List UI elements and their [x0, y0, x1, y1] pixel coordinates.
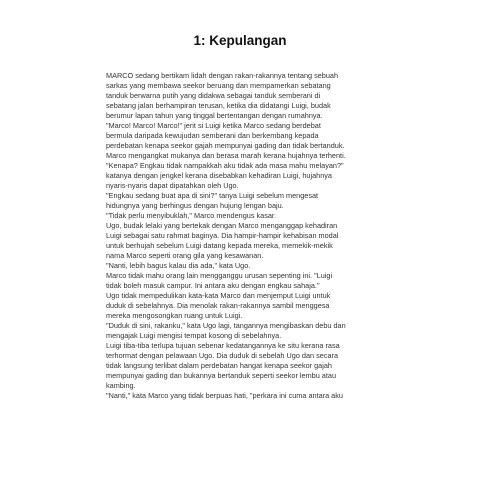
text-line: "Marco! Marco! Marco!" jerit si Luigi ketika Marco sedang berdebat — [106, 120, 321, 130]
text-line: tidak boleh masuk campur. Ini antara aku dengan engkau sahaja." — [106, 280, 320, 290]
text-line: terhormat dengan pelawaan Ugo. Dia duduk di sebelah Ugo dan secara — [106, 350, 339, 360]
text-line: untuk berhujah sebelum Luigi datang kepada mereka, memekik-mekik — [106, 240, 333, 250]
text-line: kambing. — [106, 380, 136, 390]
text-line: katanya dengan jengkel kerana disebabkan kehadiran Luigi, hujahnya — [106, 170, 332, 180]
text-line: Luigi sebagai satu rahmat baginya. Dia hampir-hampir kehabisan modal — [106, 230, 339, 240]
text-line: "Engkau sedang buat apa di sini?" tanya Luigi sebelum mengesat — [106, 190, 319, 200]
chapter-body-text — [106, 71, 402, 400]
text-line: mengajak Luigi mengisi tempat kosong di sebelahnya. — [106, 330, 282, 340]
text-line: perdebatan kenapa seekor gajah mempunyai gading dan tidak bertanduk. — [106, 140, 345, 150]
text-line: tidak langsung terlibat dalam perdebatan hangat kenapa seekor gajah — [106, 360, 332, 370]
text-line: mempunyai gading dan bukannya bertanduk seperti seekor lembu atau — [106, 370, 337, 380]
text-line: Luigi tiba-tiba terlupa tujuan sebenar kedatangannya ke situ kerana rasa — [106, 340, 340, 350]
chapter-title: 1: Kepulangan — [193, 33, 287, 48]
text-line: Ugo, budak lelaki yang bertekak dengan Marco menganggap kehadiran — [106, 220, 338, 230]
text-line: hidungnya yang berhingus dengan hujung lengan baju. — [106, 200, 284, 210]
text-line: "Nanti," kata Marco yang tidak berpuas hati, "perkara ini cuma antara aku — [106, 390, 343, 400]
text-line: nyaris-nyaris dapat dipatahkan oleh Ugo. — [106, 180, 239, 190]
text-line: Marco tidak mahu orang lain mengganggu urusan sepenting ini. "Luigi — [106, 270, 333, 280]
text-line: sebatang jalan berhampiran terusan, ketika dia didatangi Luigi, budak — [106, 100, 331, 110]
text-line: mereka mengosongkan ruang untuk Luigi. — [106, 310, 243, 320]
text-line: berumur lapan tahun yang tinggal bertentangan dengan rumahnya. — [106, 110, 323, 120]
text-line: Marco mengangkat mukanya dan berasa marah kerana hujahnya terhenti. — [106, 150, 346, 160]
text-line: MARCO sedang bertikam lidah dengan rakan-rakannya tentang sebuah — [106, 71, 339, 80]
text-line: sarkas yang membawa seekor beruang dan mempamerkan sebatang — [106, 80, 331, 90]
text-line: "Kenapa? Engkau tidak nampakkah aku tidak ada masa mahu melayan?" — [106, 160, 344, 170]
text-line: "Tidak perlu menyibuklah," Marco mendengus kasar. — [106, 210, 276, 220]
text-line: duduk di sebelahnya. Dia menolak rakan-rakannya sambil menggesa — [106, 300, 330, 310]
text-line: nama Marco seperti orang gila yang kesawanan. — [106, 250, 264, 260]
text-line: bermula daripada kewujudan semberani dan berkembang kepada — [106, 130, 319, 140]
text-line: "Nanti, lebih bagus kalau dia ada," kata Ugo. — [106, 260, 251, 270]
text-line: tanduk berwarna putih yang didakwa sebagai tanduk semberani di — [106, 90, 321, 100]
text-line: "Duduk di sini, rakanku," kata Ugo lagi, tangannya mengibaskan debu dan — [106, 320, 346, 330]
text-line: Ugo tidak mempedulikan kata-kata Marco dan menjemput Luigi untuk — [106, 290, 331, 300]
